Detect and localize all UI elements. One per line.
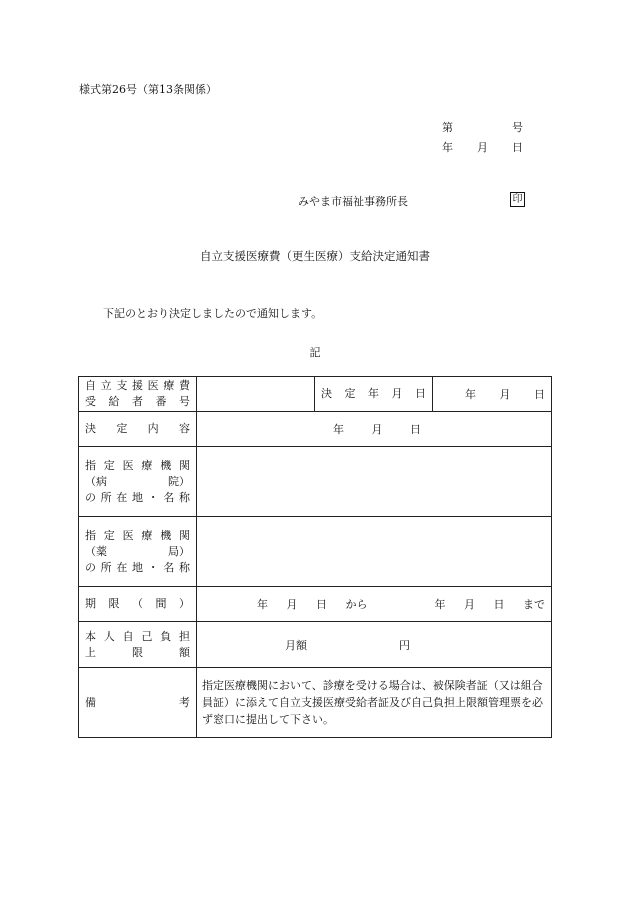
decision-content-value: 年 月 日 [197,412,552,447]
hospital-value [197,447,552,517]
form-number: 様式第26号（第13条関係） [79,83,217,96]
decision-date-value: 年 月 日 [433,377,552,412]
recipient-number-label: 自立支援医療費 受給者番号 [79,377,197,412]
period-label: 期限（間） [79,587,197,622]
recipient-number-value [197,377,315,412]
hospital-label: 指定医療機関 （病 院） の所在地・名称 [79,447,197,517]
pharmacy-label: 指定医療機関 （薬 局） の所在地・名称 [79,517,197,587]
remarks-label: 備 考 [79,668,197,738]
document-title: 自立支援医療費（更生医療）支給決定通知書 [200,249,430,263]
decision-date-label: 決定年月日 [315,377,433,412]
document-number-prefix: 第 [442,121,453,134]
row-pharmacy [79,517,552,587]
issue-date-month: 月 [477,141,488,154]
copay-limit-label: 本人自己負担 上 限 額 [79,622,197,668]
row-remarks [79,668,552,738]
issue-date-day: 日 [512,141,523,154]
row-recipient-number [79,377,552,412]
period-value: 年 月 日 から 年 月 日 まで [197,587,552,622]
issuer-name: みやま市福祉事務所長 [298,195,408,208]
intro-text: 下記のとおり決定しましたので通知します。 [103,307,323,320]
copay-limit-value: 月額 円 [197,622,552,668]
issue-date-year: 年 [442,141,453,154]
row-period [79,587,552,622]
row-copay [79,622,552,668]
row-hospital [79,447,552,517]
decision-table [78,376,552,738]
document-number-suffix: 号 [512,121,523,134]
remarks-text: 指定医療機関において、診療を受ける場合は、被保険者証（又は組合員証）に添えて自立支援医療受給者証及び自己負担上限額管理票を必ず窓口に提出して下さい。 [197,668,552,738]
decision-content-label: 決定内容 [79,412,197,447]
ki-heading: 記 [309,346,321,359]
row-decision-content [79,412,552,447]
pharmacy-value [197,517,552,587]
seal-mark: 印 [510,192,525,207]
